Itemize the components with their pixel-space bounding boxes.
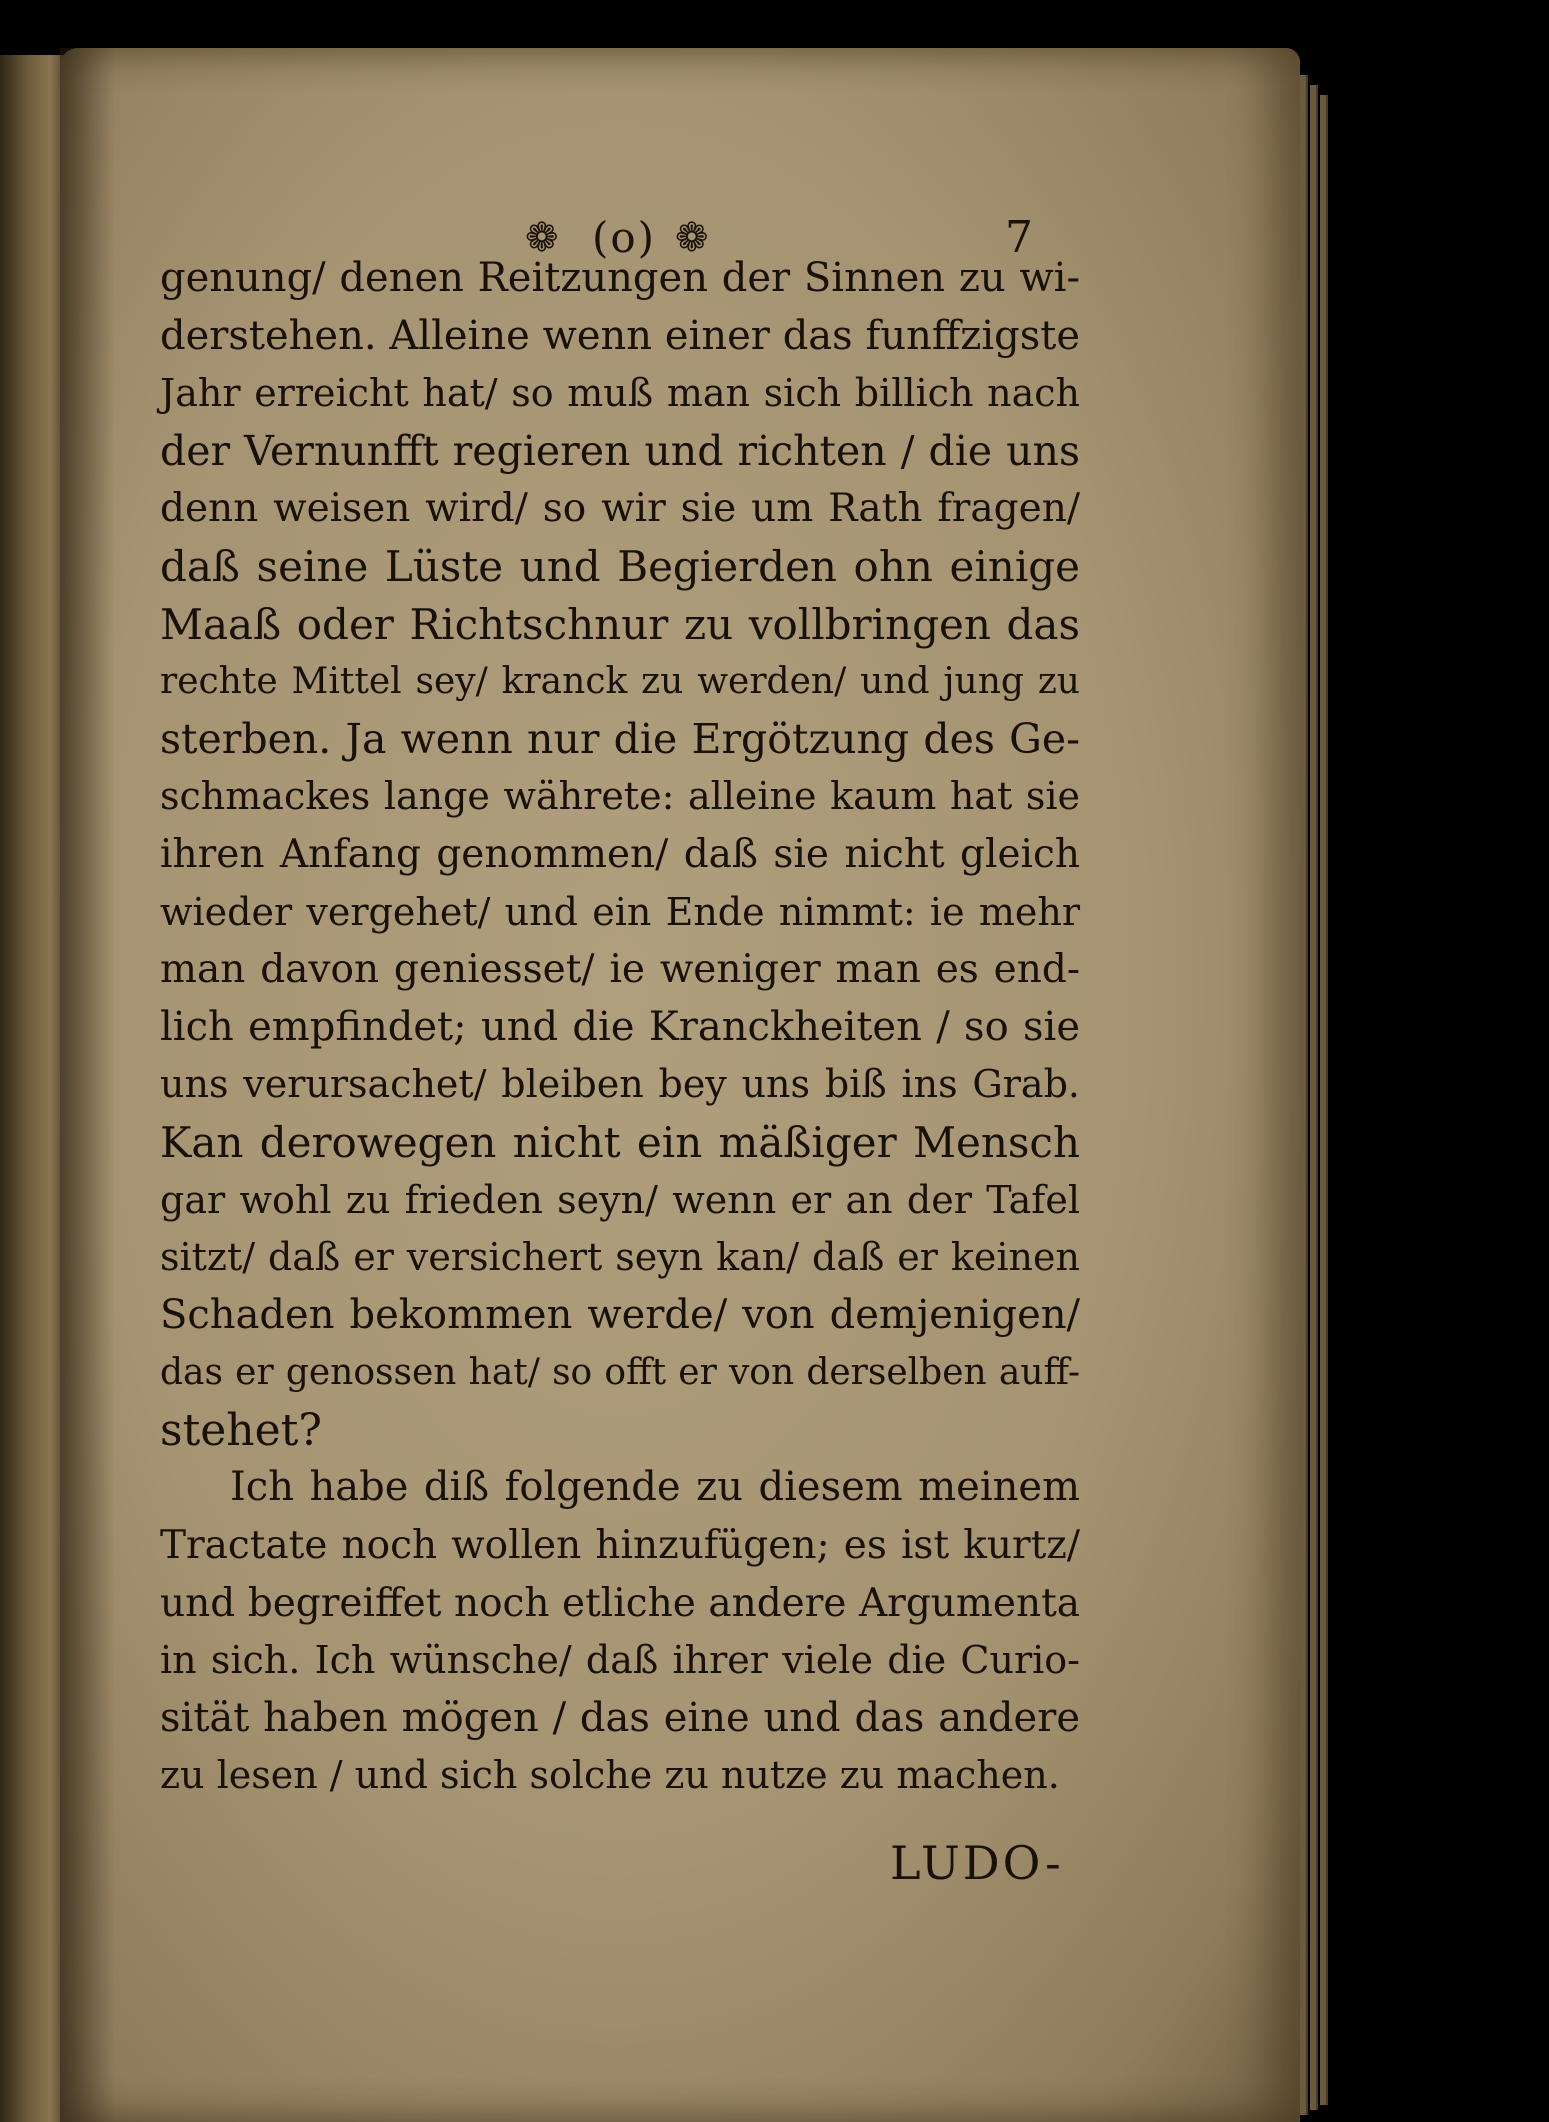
text-line: gar wohl zu frieden seyn/ wenn er an der Tafel bbox=[160, 1177, 1080, 1222]
text-line: genung/ denen Reitzungen der Sinnen zu wi- bbox=[160, 255, 1080, 301]
text-line: derstehen. Alleine wenn einer das funffzigste bbox=[160, 312, 1080, 359]
text-line: sitzt/ daß er versichert seyn kan/ daß er keinen bbox=[160, 1235, 1080, 1280]
text-line: Ich habe diß folgende zu diesem meinem bbox=[230, 1464, 1080, 1511]
header-mark: (o) bbox=[592, 213, 657, 262]
spine-shadow bbox=[60, 48, 115, 2122]
text-line: sterben. Ja wenn nur die Ergötzung des Ge- bbox=[160, 714, 1080, 763]
text-line: lich empfindet; und die Kranckheiten / so sie bbox=[160, 1003, 1080, 1050]
text-line: rechte Mittel sey/ kranck zu werden/ und jung zu bbox=[160, 661, 1080, 703]
text-line: wieder vergehet/ und ein Ende nimmt: ie mehr bbox=[160, 889, 1080, 934]
page-edge-stack bbox=[1310, 85, 1318, 2110]
flower-ornament-icon: ❁ bbox=[675, 215, 709, 261]
text-line: daß seine Lüste und Begierden ohn einige bbox=[160, 541, 1080, 591]
page-edge-stack bbox=[1300, 75, 1308, 2115]
text-line: in sich. Ich wünsche/ daß ihrer viele die Curio- bbox=[160, 1638, 1080, 1683]
flower-ornament-icon: ❁ bbox=[525, 215, 559, 261]
page-edge-stack bbox=[1320, 95, 1328, 2105]
text-line: man davon geniesset/ ie weniger man es end- bbox=[160, 947, 1080, 993]
text-line: und begreiffet noch etliche andere Argumenta bbox=[160, 1580, 1080, 1626]
text-line: zu lesen / und sich solche zu nutze zu machen. bbox=[160, 1753, 1060, 1798]
page-body-text bbox=[160, 250, 1080, 1805]
text-line: ihren Anfang genommen/ daß sie nicht gleich bbox=[160, 831, 1080, 877]
text-line: uns verursachet/ bleiben bey uns biß ins Grab. bbox=[160, 1062, 1080, 1107]
text-line: Jahr erreicht hat/ so muß man sich billich nach bbox=[160, 371, 1080, 416]
text-line: schmackes lange währete: alleine kaum hat sie bbox=[160, 774, 1080, 819]
text-line: das er genossen hat/ so offt er von derselben auff- bbox=[160, 1352, 1080, 1394]
text-line: denn weisen wird/ so wir sie um Rath fragen/ bbox=[160, 486, 1080, 532]
text-line: Tractate noch wollen hinzufügen; es ist kurtz/ bbox=[160, 1523, 1080, 1569]
text-line: Maaß oder Richtschnur zu vollbringen das bbox=[160, 599, 1080, 649]
text-line: stehet? bbox=[160, 1404, 322, 1456]
catchword: LUDO- bbox=[890, 1836, 1064, 1890]
text-line: Kan derowegen nicht ein mäßiger Mensch bbox=[160, 1117, 1080, 1167]
text-line: Schaden bekommen werde/ von demjenigen/ bbox=[160, 1291, 1080, 1338]
text-line: sität haben mögen / das eine und das andere bbox=[160, 1694, 1080, 1741]
text-line: der Vernunfft regieren und richten / die uns bbox=[160, 426, 1080, 475]
page-number: 7 bbox=[1005, 212, 1033, 263]
